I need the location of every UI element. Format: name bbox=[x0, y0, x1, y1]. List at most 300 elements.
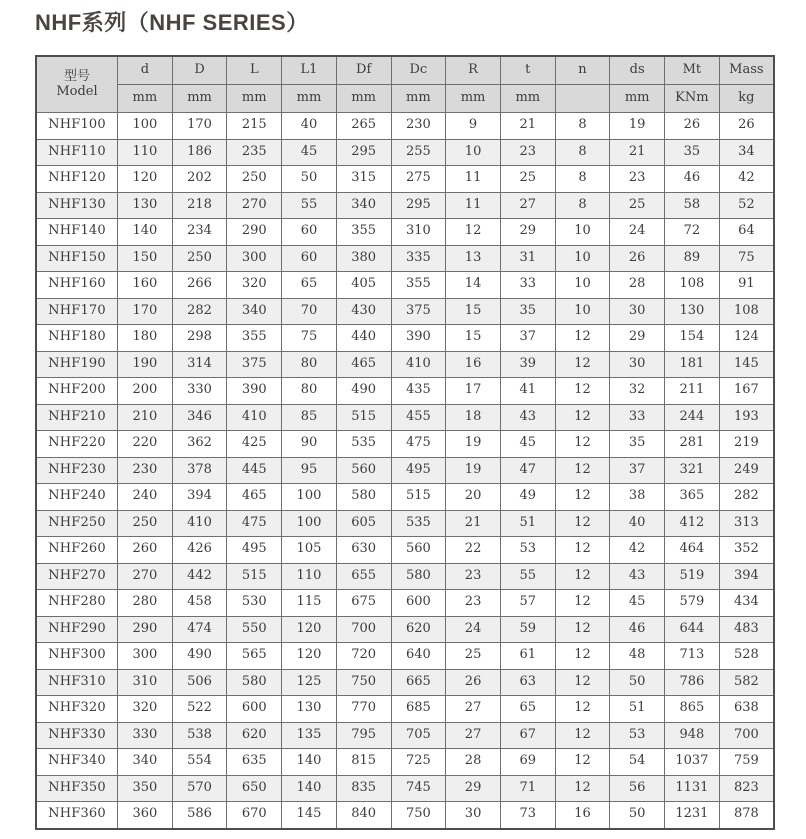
table-cell-l1: 65 bbox=[282, 272, 337, 299]
table-cell-mt: 35 bbox=[665, 139, 720, 166]
table-cell-d: 266 bbox=[172, 272, 227, 299]
table-cell-d: 280 bbox=[118, 590, 173, 617]
table-cell-l: 340 bbox=[227, 298, 282, 325]
table-cell-r: 21 bbox=[446, 510, 501, 537]
table-cell-ds: 51 bbox=[610, 696, 665, 723]
table-cell-l: 425 bbox=[227, 431, 282, 458]
table-cell-d: 330 bbox=[118, 722, 173, 749]
table-cell-l1: 120 bbox=[282, 643, 337, 670]
table-cell-ds: 42 bbox=[610, 537, 665, 564]
model-cell: NHF130 bbox=[36, 192, 118, 219]
table-row bbox=[36, 219, 774, 246]
column-header-mass: Mass bbox=[719, 56, 774, 85]
table-cell-l: 250 bbox=[227, 166, 282, 193]
table-cell-df: 405 bbox=[336, 272, 391, 299]
table-cell-r: 27 bbox=[446, 696, 501, 723]
table-cell-l1: 100 bbox=[282, 484, 337, 511]
table-cell-l: 290 bbox=[227, 219, 282, 246]
table-cell-n: 12 bbox=[555, 775, 610, 802]
table-cell-dc: 750 bbox=[391, 802, 446, 829]
table-row bbox=[36, 113, 774, 140]
table-cell-d: 350 bbox=[118, 775, 173, 802]
table-cell-mass: 42 bbox=[719, 166, 774, 193]
table-cell-l: 670 bbox=[227, 802, 282, 829]
table-cell-n: 10 bbox=[555, 272, 610, 299]
model-cell: NHF150 bbox=[36, 245, 118, 272]
table-cell-n: 10 bbox=[555, 219, 610, 246]
table-cell-n: 12 bbox=[555, 404, 610, 431]
table-cell-d: 160 bbox=[118, 272, 173, 299]
table-cell-mass: 193 bbox=[719, 404, 774, 431]
table-cell-mass: 64 bbox=[719, 219, 774, 246]
table-cell-df: 380 bbox=[336, 245, 391, 272]
table-cell-n: 12 bbox=[555, 457, 610, 484]
table-cell-df: 840 bbox=[336, 802, 391, 829]
table-cell-r: 23 bbox=[446, 563, 501, 590]
model-cell: NHF120 bbox=[36, 166, 118, 193]
table-cell-t: 51 bbox=[500, 510, 555, 537]
table-cell-t: 63 bbox=[500, 669, 555, 696]
table-cell-mass: 167 bbox=[719, 378, 774, 405]
table-cell-df: 750 bbox=[336, 669, 391, 696]
table-cell-d: 220 bbox=[118, 431, 173, 458]
table-cell-l: 390 bbox=[227, 378, 282, 405]
table-cell-d: 190 bbox=[118, 351, 173, 378]
table-cell-ds: 48 bbox=[610, 643, 665, 670]
table-cell-ds: 21 bbox=[610, 139, 665, 166]
table-cell-l: 215 bbox=[227, 113, 282, 140]
table-cell-mass: 878 bbox=[719, 802, 774, 829]
table-cell-d: 298 bbox=[172, 325, 227, 352]
model-cell: NHF100 bbox=[36, 113, 118, 140]
table-cell-d: 474 bbox=[172, 616, 227, 643]
table-cell-l: 270 bbox=[227, 192, 282, 219]
table-cell-n: 12 bbox=[555, 590, 610, 617]
table-cell-r: 19 bbox=[446, 431, 501, 458]
table-cell-n: 8 bbox=[555, 166, 610, 193]
table-row bbox=[36, 722, 774, 749]
table-cell-r: 10 bbox=[446, 139, 501, 166]
table-cell-d: 586 bbox=[172, 802, 227, 829]
table-cell-d: 394 bbox=[172, 484, 227, 511]
table-cell-d: 290 bbox=[118, 616, 173, 643]
table-cell-df: 835 bbox=[336, 775, 391, 802]
table-cell-t: 23 bbox=[500, 139, 555, 166]
table-cell-d: 120 bbox=[118, 166, 173, 193]
table-cell-mt: 412 bbox=[665, 510, 720, 537]
table-cell-t: 27 bbox=[500, 192, 555, 219]
table-cell-mt: 948 bbox=[665, 722, 720, 749]
table-cell-t: 67 bbox=[500, 722, 555, 749]
table-cell-n: 12 bbox=[555, 431, 610, 458]
table-cell-mass: 823 bbox=[719, 775, 774, 802]
table-cell-t: 69 bbox=[500, 749, 555, 776]
table-cell-ds: 50 bbox=[610, 669, 665, 696]
table-cell-l1: 140 bbox=[282, 749, 337, 776]
table-cell-ds: 45 bbox=[610, 590, 665, 617]
table-cell-d: 314 bbox=[172, 351, 227, 378]
table-cell-d: 490 bbox=[172, 643, 227, 670]
model-cell: NHF320 bbox=[36, 696, 118, 723]
table-cell-ds: 46 bbox=[610, 616, 665, 643]
table-cell-mt: 519 bbox=[665, 563, 720, 590]
table-cell-mt: 108 bbox=[665, 272, 720, 299]
table-cell-l1: 105 bbox=[282, 537, 337, 564]
table-cell-l: 410 bbox=[227, 404, 282, 431]
model-cell: NHF110 bbox=[36, 139, 118, 166]
table-cell-l: 600 bbox=[227, 696, 282, 723]
table-cell-t: 71 bbox=[500, 775, 555, 802]
table-cell-ds: 30 bbox=[610, 298, 665, 325]
table-cell-r: 19 bbox=[446, 457, 501, 484]
table-cell-d: 250 bbox=[118, 510, 173, 537]
table-cell-r: 11 bbox=[446, 166, 501, 193]
table-cell-dc: 355 bbox=[391, 272, 446, 299]
column-header-l1: L1 bbox=[282, 56, 337, 85]
model-cell: NHF260 bbox=[36, 537, 118, 564]
table-cell-dc: 275 bbox=[391, 166, 446, 193]
table-cell-d: 234 bbox=[172, 219, 227, 246]
table-cell-r: 17 bbox=[446, 378, 501, 405]
model-cell: NHF300 bbox=[36, 643, 118, 670]
table-body bbox=[36, 113, 774, 829]
column-unit-ds: mm bbox=[610, 85, 665, 113]
table-row bbox=[36, 404, 774, 431]
model-cell: NHF360 bbox=[36, 802, 118, 829]
table-cell-d: 260 bbox=[118, 537, 173, 564]
table-cell-ds: 19 bbox=[610, 113, 665, 140]
table-cell-df: 535 bbox=[336, 431, 391, 458]
table-cell-df: 560 bbox=[336, 457, 391, 484]
column-unit-r: mm bbox=[446, 85, 501, 113]
column-header-d: D bbox=[172, 56, 227, 85]
table-row bbox=[36, 325, 774, 352]
column-unit-l: mm bbox=[227, 85, 282, 113]
table-cell-l: 235 bbox=[227, 139, 282, 166]
column-header-mt: Mt bbox=[665, 56, 720, 85]
table-cell-mt: 786 bbox=[665, 669, 720, 696]
table-cell-d: 538 bbox=[172, 722, 227, 749]
column-header-df: Df bbox=[336, 56, 391, 85]
page-title: NHF系列（NHF SERIES） bbox=[35, 10, 309, 35]
table-cell-d: 554 bbox=[172, 749, 227, 776]
table-cell-ds: 28 bbox=[610, 272, 665, 299]
table-cell-ds: 56 bbox=[610, 775, 665, 802]
table-cell-l1: 75 bbox=[282, 325, 337, 352]
table-cell-t: 37 bbox=[500, 325, 555, 352]
table-cell-dc: 295 bbox=[391, 192, 446, 219]
table-cell-r: 30 bbox=[446, 802, 501, 829]
table-cell-n: 12 bbox=[555, 722, 610, 749]
table-cell-mt: 58 bbox=[665, 192, 720, 219]
table-cell-dc: 375 bbox=[391, 298, 446, 325]
table-row bbox=[36, 298, 774, 325]
table-row bbox=[36, 749, 774, 776]
table-cell-l: 565 bbox=[227, 643, 282, 670]
model-cell: NHF220 bbox=[36, 431, 118, 458]
table-cell-df: 295 bbox=[336, 139, 391, 166]
table-cell-n: 12 bbox=[555, 563, 610, 590]
column-header-dc: Dc bbox=[391, 56, 446, 85]
table-cell-d: 230 bbox=[118, 457, 173, 484]
table-cell-d: 110 bbox=[118, 139, 173, 166]
table-cell-l: 465 bbox=[227, 484, 282, 511]
table-cell-df: 440 bbox=[336, 325, 391, 352]
table-row bbox=[36, 431, 774, 458]
table-cell-df: 605 bbox=[336, 510, 391, 537]
table-cell-ds: 50 bbox=[610, 802, 665, 829]
table-cell-df: 720 bbox=[336, 643, 391, 670]
table-cell-ds: 25 bbox=[610, 192, 665, 219]
column-unit-df: mm bbox=[336, 85, 391, 113]
table-cell-mt: 321 bbox=[665, 457, 720, 484]
table-cell-t: 41 bbox=[500, 378, 555, 405]
table-cell-l1: 80 bbox=[282, 351, 337, 378]
table-row bbox=[36, 802, 774, 829]
table-cell-l1: 135 bbox=[282, 722, 337, 749]
table-cell-df: 795 bbox=[336, 722, 391, 749]
table-cell-dc: 745 bbox=[391, 775, 446, 802]
table-cell-mass: 91 bbox=[719, 272, 774, 299]
table-cell-l: 355 bbox=[227, 325, 282, 352]
table-cell-t: 45 bbox=[500, 431, 555, 458]
table-cell-dc: 390 bbox=[391, 325, 446, 352]
table-cell-d: 240 bbox=[118, 484, 173, 511]
table-cell-n: 8 bbox=[555, 192, 610, 219]
table-cell-l1: 115 bbox=[282, 590, 337, 617]
table-cell-n: 12 bbox=[555, 484, 610, 511]
table-cell-dc: 600 bbox=[391, 590, 446, 617]
table-cell-l: 515 bbox=[227, 563, 282, 590]
table-row bbox=[36, 351, 774, 378]
table-cell-t: 65 bbox=[500, 696, 555, 723]
table-cell-d: 186 bbox=[172, 139, 227, 166]
table-cell-d: 282 bbox=[172, 298, 227, 325]
table-cell-l1: 100 bbox=[282, 510, 337, 537]
model-cell: NHF200 bbox=[36, 378, 118, 405]
table-cell-df: 655 bbox=[336, 563, 391, 590]
table-cell-dc: 560 bbox=[391, 537, 446, 564]
table-cell-d: 570 bbox=[172, 775, 227, 802]
table-row bbox=[36, 563, 774, 590]
table-cell-r: 16 bbox=[446, 351, 501, 378]
table-cell-mass: 26 bbox=[719, 113, 774, 140]
table-cell-d: 170 bbox=[118, 298, 173, 325]
table-cell-r: 13 bbox=[446, 245, 501, 272]
model-cell: NHF330 bbox=[36, 722, 118, 749]
table-cell-t: 49 bbox=[500, 484, 555, 511]
table-cell-mass: 145 bbox=[719, 351, 774, 378]
table-cell-df: 265 bbox=[336, 113, 391, 140]
table-cell-r: 29 bbox=[446, 775, 501, 802]
table-cell-dc: 620 bbox=[391, 616, 446, 643]
column-unit-l1: mm bbox=[282, 85, 337, 113]
table-cell-t: 21 bbox=[500, 113, 555, 140]
table-cell-mt: 1131 bbox=[665, 775, 720, 802]
table-cell-l: 495 bbox=[227, 537, 282, 564]
table-cell-l: 445 bbox=[227, 457, 282, 484]
table-cell-df: 770 bbox=[336, 696, 391, 723]
model-cell: NHF160 bbox=[36, 272, 118, 299]
table-cell-l: 650 bbox=[227, 775, 282, 802]
table-cell-d: 442 bbox=[172, 563, 227, 590]
table-cell-n: 8 bbox=[555, 139, 610, 166]
table-cell-mt: 1037 bbox=[665, 749, 720, 776]
table-row bbox=[36, 166, 774, 193]
table-cell-mt: 579 bbox=[665, 590, 720, 617]
table-cell-d: 346 bbox=[172, 404, 227, 431]
table-cell-df: 675 bbox=[336, 590, 391, 617]
table-cell-d: 522 bbox=[172, 696, 227, 723]
table-cell-n: 12 bbox=[555, 378, 610, 405]
table-cell-dc: 230 bbox=[391, 113, 446, 140]
table-cell-mt: 26 bbox=[665, 113, 720, 140]
table-cell-mass: 394 bbox=[719, 563, 774, 590]
table-row bbox=[36, 643, 774, 670]
table-cell-l: 320 bbox=[227, 272, 282, 299]
table-cell-ds: 35 bbox=[610, 431, 665, 458]
table-cell-r: 28 bbox=[446, 749, 501, 776]
table-cell-mass: 34 bbox=[719, 139, 774, 166]
table-cell-l: 550 bbox=[227, 616, 282, 643]
column-header-l: L bbox=[227, 56, 282, 85]
table-cell-l1: 60 bbox=[282, 219, 337, 246]
table-cell-ds: 37 bbox=[610, 457, 665, 484]
table-cell-d: 200 bbox=[118, 378, 173, 405]
table-row bbox=[36, 696, 774, 723]
table-cell-n: 10 bbox=[555, 298, 610, 325]
table-cell-d: 202 bbox=[172, 166, 227, 193]
table-cell-l1: 95 bbox=[282, 457, 337, 484]
table-cell-t: 53 bbox=[500, 537, 555, 564]
table-cell-d: 330 bbox=[172, 378, 227, 405]
table-cell-ds: 43 bbox=[610, 563, 665, 590]
table-cell-mt: 1231 bbox=[665, 802, 720, 829]
table-cell-n: 8 bbox=[555, 113, 610, 140]
table-cell-ds: 29 bbox=[610, 325, 665, 352]
table-cell-mt: 181 bbox=[665, 351, 720, 378]
table-cell-ds: 33 bbox=[610, 404, 665, 431]
model-cell: NHF140 bbox=[36, 219, 118, 246]
table-cell-dc: 640 bbox=[391, 643, 446, 670]
table-cell-l1: 40 bbox=[282, 113, 337, 140]
table-cell-dc: 515 bbox=[391, 484, 446, 511]
table-cell-d: 170 bbox=[172, 113, 227, 140]
table-cell-n: 12 bbox=[555, 643, 610, 670]
table-row bbox=[36, 537, 774, 564]
table-cell-mt: 154 bbox=[665, 325, 720, 352]
table-cell-t: 25 bbox=[500, 166, 555, 193]
model-cell: NHF290 bbox=[36, 616, 118, 643]
table-row bbox=[36, 192, 774, 219]
table-cell-t: 31 bbox=[500, 245, 555, 272]
table-cell-l1: 50 bbox=[282, 166, 337, 193]
table-row bbox=[36, 775, 774, 802]
model-cell: NHF340 bbox=[36, 749, 118, 776]
table-cell-l1: 120 bbox=[282, 616, 337, 643]
table-cell-l1: 125 bbox=[282, 669, 337, 696]
table-cell-mt: 365 bbox=[665, 484, 720, 511]
table-cell-d: 140 bbox=[118, 219, 173, 246]
table-cell-mt: 464 bbox=[665, 537, 720, 564]
table-cell-r: 27 bbox=[446, 722, 501, 749]
table-cell-df: 490 bbox=[336, 378, 391, 405]
table-cell-dc: 495 bbox=[391, 457, 446, 484]
table-cell-mass: 52 bbox=[719, 192, 774, 219]
table-cell-ds: 26 bbox=[610, 245, 665, 272]
table-cell-n: 12 bbox=[555, 669, 610, 696]
table-cell-mt: 72 bbox=[665, 219, 720, 246]
table-cell-l1: 130 bbox=[282, 696, 337, 723]
table-cell-dc: 435 bbox=[391, 378, 446, 405]
model-cell: NHF210 bbox=[36, 404, 118, 431]
table-cell-n: 12 bbox=[555, 749, 610, 776]
table-cell-dc: 705 bbox=[391, 722, 446, 749]
table-row bbox=[36, 510, 774, 537]
table-cell-d: 300 bbox=[118, 643, 173, 670]
table-cell-ds: 54 bbox=[610, 749, 665, 776]
table-cell-ds: 30 bbox=[610, 351, 665, 378]
table-cell-r: 15 bbox=[446, 298, 501, 325]
table-cell-r: 22 bbox=[446, 537, 501, 564]
model-cell: NHF170 bbox=[36, 298, 118, 325]
table-cell-d: 378 bbox=[172, 457, 227, 484]
table-cell-d: 360 bbox=[118, 802, 173, 829]
table-cell-mt: 46 bbox=[665, 166, 720, 193]
table-cell-df: 340 bbox=[336, 192, 391, 219]
table-cell-r: 24 bbox=[446, 616, 501, 643]
table-cell-r: 20 bbox=[446, 484, 501, 511]
table-cell-n: 10 bbox=[555, 245, 610, 272]
table-cell-d: 320 bbox=[118, 696, 173, 723]
table-cell-t: 59 bbox=[500, 616, 555, 643]
model-cell: NHF280 bbox=[36, 590, 118, 617]
table-cell-mt: 89 bbox=[665, 245, 720, 272]
table-cell-l: 530 bbox=[227, 590, 282, 617]
table-row bbox=[36, 590, 774, 617]
table-row bbox=[36, 457, 774, 484]
table-cell-df: 515 bbox=[336, 404, 391, 431]
table-cell-mass: 638 bbox=[719, 696, 774, 723]
table-cell-d: 362 bbox=[172, 431, 227, 458]
table-cell-n: 12 bbox=[555, 351, 610, 378]
model-cell: NHF270 bbox=[36, 563, 118, 590]
table-cell-ds: 40 bbox=[610, 510, 665, 537]
table-cell-l1: 145 bbox=[282, 802, 337, 829]
table-cell-ds: 24 bbox=[610, 219, 665, 246]
table-row bbox=[36, 245, 774, 272]
table-cell-mt: 244 bbox=[665, 404, 720, 431]
table-cell-ds: 32 bbox=[610, 378, 665, 405]
table-cell-l: 375 bbox=[227, 351, 282, 378]
table-cell-d: 130 bbox=[118, 192, 173, 219]
table-cell-mass: 282 bbox=[719, 484, 774, 511]
table-row bbox=[36, 139, 774, 166]
table-cell-mass: 528 bbox=[719, 643, 774, 670]
table-cell-l1: 85 bbox=[282, 404, 337, 431]
column-unit-mass: kg bbox=[719, 85, 774, 113]
table-cell-l1: 70 bbox=[282, 298, 337, 325]
model-cell: NHF230 bbox=[36, 457, 118, 484]
table-row bbox=[36, 669, 774, 696]
table-cell-mass: 124 bbox=[719, 325, 774, 352]
table-cell-n: 12 bbox=[555, 537, 610, 564]
table-cell-mass: 700 bbox=[719, 722, 774, 749]
table-cell-df: 465 bbox=[336, 351, 391, 378]
table-cell-l1: 110 bbox=[282, 563, 337, 590]
table-cell-t: 39 bbox=[500, 351, 555, 378]
table-cell-dc: 535 bbox=[391, 510, 446, 537]
